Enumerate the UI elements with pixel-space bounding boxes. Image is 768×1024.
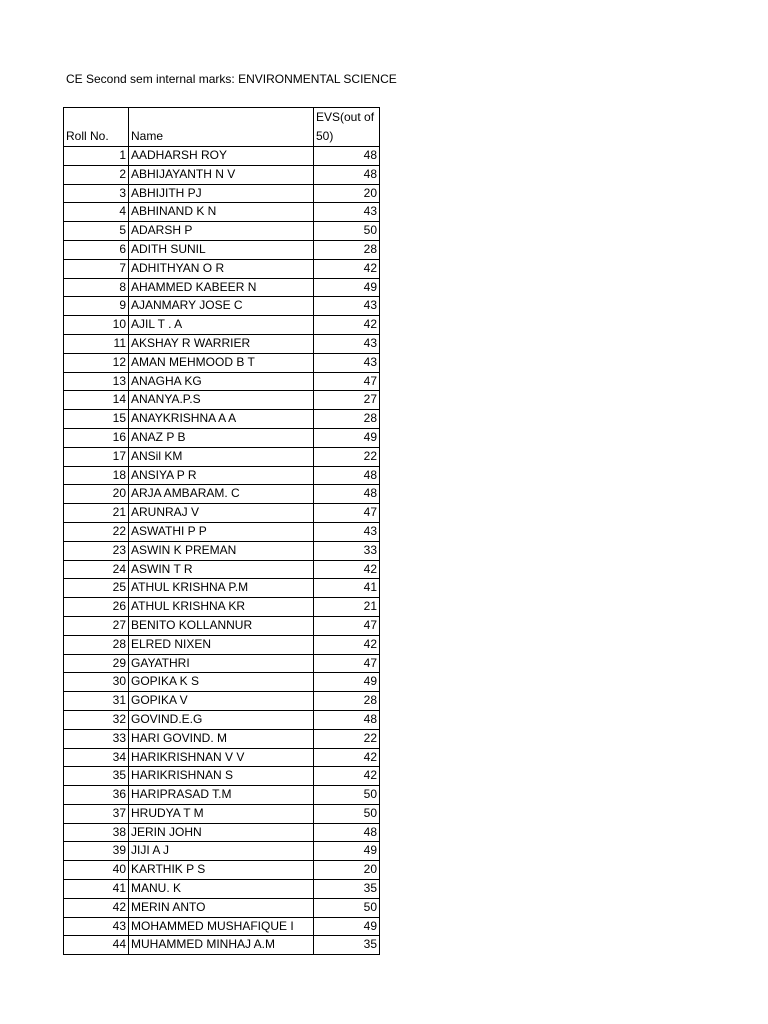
student-name-cell: BENITO KOLLANNUR: [129, 616, 314, 635]
table-row: [64, 729, 380, 748]
table-row: [64, 466, 380, 485]
roll-no-cell: 39: [64, 842, 129, 861]
evs-mark-cell: 49: [314, 428, 380, 447]
evs-mark-cell: 48: [314, 710, 380, 729]
evs-mark-cell: 28: [314, 692, 380, 711]
evs-mark-cell: 42: [314, 316, 380, 335]
evs-mark-cell: 48: [314, 823, 380, 842]
roll-no-cell: 1: [64, 147, 129, 166]
student-name-cell: MERIN ANTO: [129, 898, 314, 917]
roll-no-cell: 31: [64, 692, 129, 711]
table-row: [64, 842, 380, 861]
roll-no-cell: 22: [64, 522, 129, 541]
evs-mark-cell: 35: [314, 936, 380, 955]
evs-mark-cell: 33: [314, 541, 380, 560]
table-row: [64, 579, 380, 598]
table-row: [64, 316, 380, 335]
student-name-cell: ANAGHA KG: [129, 372, 314, 391]
table-row: [64, 654, 380, 673]
table-row: [64, 692, 380, 711]
student-name-cell: ANSIYA P R: [129, 466, 314, 485]
evs-mark-cell: 22: [314, 729, 380, 748]
evs-mark-cell: 28: [314, 240, 380, 259]
table-row: [64, 184, 380, 203]
student-name-cell: ANAZ P B: [129, 428, 314, 447]
table-row: [64, 259, 380, 278]
student-name-cell: ADITH SUNIL: [129, 240, 314, 259]
table-row: [64, 410, 380, 429]
table-row: [64, 748, 380, 767]
student-name-cell: ABHIJITH PJ: [129, 184, 314, 203]
evs-mark-cell: 42: [314, 635, 380, 654]
table-row: [64, 278, 380, 297]
marks-table-body: [64, 147, 380, 955]
roll-no-cell: 25: [64, 579, 129, 598]
roll-no-cell: 15: [64, 410, 129, 429]
evs-mark-cell: 47: [314, 372, 380, 391]
roll-no-cell: 5: [64, 222, 129, 241]
evs-mark-cell: 43: [314, 353, 380, 372]
table-row: [64, 823, 380, 842]
roll-no-cell: 37: [64, 804, 129, 823]
evs-mark-cell: 48: [314, 147, 380, 166]
evs-mark-cell: 21: [314, 598, 380, 617]
page-title: CE Second sem internal marks: ENVIRONMENTAL SCIENCE: [66, 72, 397, 86]
roll-no-cell: 36: [64, 786, 129, 805]
evs-mark-cell: 48: [314, 466, 380, 485]
roll-no-cell: 34: [64, 748, 129, 767]
table-row: [64, 504, 380, 523]
student-name-cell: ANANYA.P.S: [129, 391, 314, 410]
table-row: [64, 353, 380, 372]
evs-mark-cell: 49: [314, 278, 380, 297]
roll-no-cell: 40: [64, 861, 129, 880]
roll-no-cell: 12: [64, 353, 129, 372]
table-row: [64, 372, 380, 391]
table-row: [64, 560, 380, 579]
student-name-cell: ATHUL KRISHNA KR: [129, 598, 314, 617]
student-name-cell: ASWATHI P P: [129, 522, 314, 541]
evs-mark-cell: 50: [314, 804, 380, 823]
evs-mark-cell: 41: [314, 579, 380, 598]
roll-no-cell: 35: [64, 767, 129, 786]
student-name-cell: KARTHIK P S: [129, 861, 314, 880]
roll-no-cell: 21: [64, 504, 129, 523]
student-name-cell: AADHARSH ROY: [129, 147, 314, 166]
student-name-cell: ADHITHYAN O R: [129, 259, 314, 278]
student-name-cell: HRUDYA T M: [129, 804, 314, 823]
table-row: [64, 240, 380, 259]
evs-mark-cell: 48: [314, 485, 380, 504]
roll-no-cell: 33: [64, 729, 129, 748]
student-name-cell: ANSil KM: [129, 447, 314, 466]
roll-no-cell: 17: [64, 447, 129, 466]
roll-no-cell: 44: [64, 936, 129, 955]
roll-no-cell: 24: [64, 560, 129, 579]
table-row: [64, 917, 380, 936]
evs-mark-cell: 42: [314, 259, 380, 278]
roll-no-cell: 6: [64, 240, 129, 259]
evs-mark-cell: 27: [314, 391, 380, 410]
evs-mark-cell: 49: [314, 842, 380, 861]
roll-no-cell: 41: [64, 880, 129, 899]
table-row: [64, 710, 380, 729]
evs-mark-cell: 50: [314, 222, 380, 241]
roll-no-cell: 18: [64, 466, 129, 485]
student-name-cell: ABHINAND K N: [129, 203, 314, 222]
evs-mark-cell: 49: [314, 917, 380, 936]
evs-mark-cell: 47: [314, 616, 380, 635]
student-name-cell: AMAN MEHMOOD B T: [129, 353, 314, 372]
evs-mark-cell: 42: [314, 767, 380, 786]
table-row: [64, 428, 380, 447]
student-name-cell: GOVIND.E.G: [129, 710, 314, 729]
table-row: [64, 541, 380, 560]
student-name-cell: HARIKRISHNAN V V: [129, 748, 314, 767]
student-name-cell: HARIKRISHNAN S: [129, 767, 314, 786]
evs-mark-cell: 50: [314, 786, 380, 805]
student-name-cell: ASWIN T R: [129, 560, 314, 579]
table-row: [64, 936, 380, 955]
roll-no-cell: 43: [64, 917, 129, 936]
table-row: [64, 165, 380, 184]
table-row: [64, 485, 380, 504]
roll-no-cell: 32: [64, 710, 129, 729]
roll-no-cell: 10: [64, 316, 129, 335]
marks-table: [63, 107, 380, 955]
table-row: [64, 635, 380, 654]
evs-mark-cell: 35: [314, 880, 380, 899]
table-row: [64, 391, 380, 410]
evs-mark-cell: 43: [314, 297, 380, 316]
table-row: [64, 147, 380, 166]
roll-no-cell: 20: [64, 485, 129, 504]
student-name-cell: ATHUL KRISHNA P.M: [129, 579, 314, 598]
evs-mark-cell: 20: [314, 861, 380, 880]
evs-mark-cell: 47: [314, 654, 380, 673]
evs-mark-cell: 20: [314, 184, 380, 203]
evs-mark-cell: 48: [314, 165, 380, 184]
roll-no-cell: 28: [64, 635, 129, 654]
roll-no-cell: 3: [64, 184, 129, 203]
table-row: [64, 767, 380, 786]
evs-mark-cell: 42: [314, 560, 380, 579]
student-name-cell: ANAYKRISHNA A A: [129, 410, 314, 429]
roll-no-cell: 23: [64, 541, 129, 560]
table-row: [64, 786, 380, 805]
roll-no-cell: 42: [64, 898, 129, 917]
student-name-cell: ADARSH P: [129, 222, 314, 241]
evs-mark-cell: 47: [314, 504, 380, 523]
roll-no-header: Roll No.: [64, 108, 129, 147]
evs-mark-cell: 50: [314, 898, 380, 917]
student-name-cell: HARI GOVIND. M: [129, 729, 314, 748]
roll-no-cell: 14: [64, 391, 129, 410]
student-name-cell: GOPIKA K S: [129, 673, 314, 692]
roll-no-cell: 13: [64, 372, 129, 391]
table-row: [64, 861, 380, 880]
evs-mark-cell: 28: [314, 410, 380, 429]
student-name-cell: MANU. K: [129, 880, 314, 899]
roll-no-cell: 11: [64, 334, 129, 353]
evs-marks-header: EVS(out of 50): [314, 108, 380, 147]
roll-no-cell: 27: [64, 616, 129, 635]
evs-mark-cell: 42: [314, 748, 380, 767]
student-name-cell: MUHAMMED MINHAJ A.M: [129, 936, 314, 955]
table-row: [64, 616, 380, 635]
table-row: [64, 598, 380, 617]
student-name-cell: JIJI A J: [129, 842, 314, 861]
roll-no-cell: 2: [64, 165, 129, 184]
roll-no-cell: 9: [64, 297, 129, 316]
student-name-cell: ARUNRAJ V: [129, 504, 314, 523]
evs-mark-cell: 49: [314, 673, 380, 692]
table-row: [64, 297, 380, 316]
table-row: [64, 880, 380, 899]
student-name-cell: ELRED NIXEN: [129, 635, 314, 654]
roll-no-cell: 4: [64, 203, 129, 222]
student-name-cell: GAYATHRI: [129, 654, 314, 673]
header-row: [64, 108, 380, 147]
table-row: [64, 898, 380, 917]
table-row: [64, 222, 380, 241]
student-name-cell: AHAMMED KABEER N: [129, 278, 314, 297]
evs-mark-cell: 22: [314, 447, 380, 466]
name-header: Name: [129, 108, 314, 147]
student-name-cell: AJANMARY JOSE C: [129, 297, 314, 316]
student-name-cell: ABHIJAYANTH N V: [129, 165, 314, 184]
student-name-cell: ARJA AMBARAM. C: [129, 485, 314, 504]
table-row: [64, 804, 380, 823]
roll-no-cell: 8: [64, 278, 129, 297]
evs-mark-cell: 43: [314, 334, 380, 353]
table-row: [64, 334, 380, 353]
student-name-cell: MOHAMMED MUSHAFIQUE I: [129, 917, 314, 936]
student-name-cell: AKSHAY R WARRIER: [129, 334, 314, 353]
table-row: [64, 522, 380, 541]
roll-no-cell: 26: [64, 598, 129, 617]
table-row: [64, 203, 380, 222]
roll-no-cell: 29: [64, 654, 129, 673]
evs-mark-cell: 43: [314, 203, 380, 222]
student-name-cell: HARIPRASAD T.M: [129, 786, 314, 805]
roll-no-cell: 7: [64, 259, 129, 278]
table-row: [64, 447, 380, 466]
student-name-cell: JERIN JOHN: [129, 823, 314, 842]
roll-no-cell: 16: [64, 428, 129, 447]
roll-no-cell: 30: [64, 673, 129, 692]
student-name-cell: GOPIKA V: [129, 692, 314, 711]
table-row: [64, 673, 380, 692]
student-name-cell: AJIL T . A: [129, 316, 314, 335]
roll-no-cell: 38: [64, 823, 129, 842]
student-name-cell: ASWIN K PREMAN: [129, 541, 314, 560]
evs-mark-cell: 43: [314, 522, 380, 541]
